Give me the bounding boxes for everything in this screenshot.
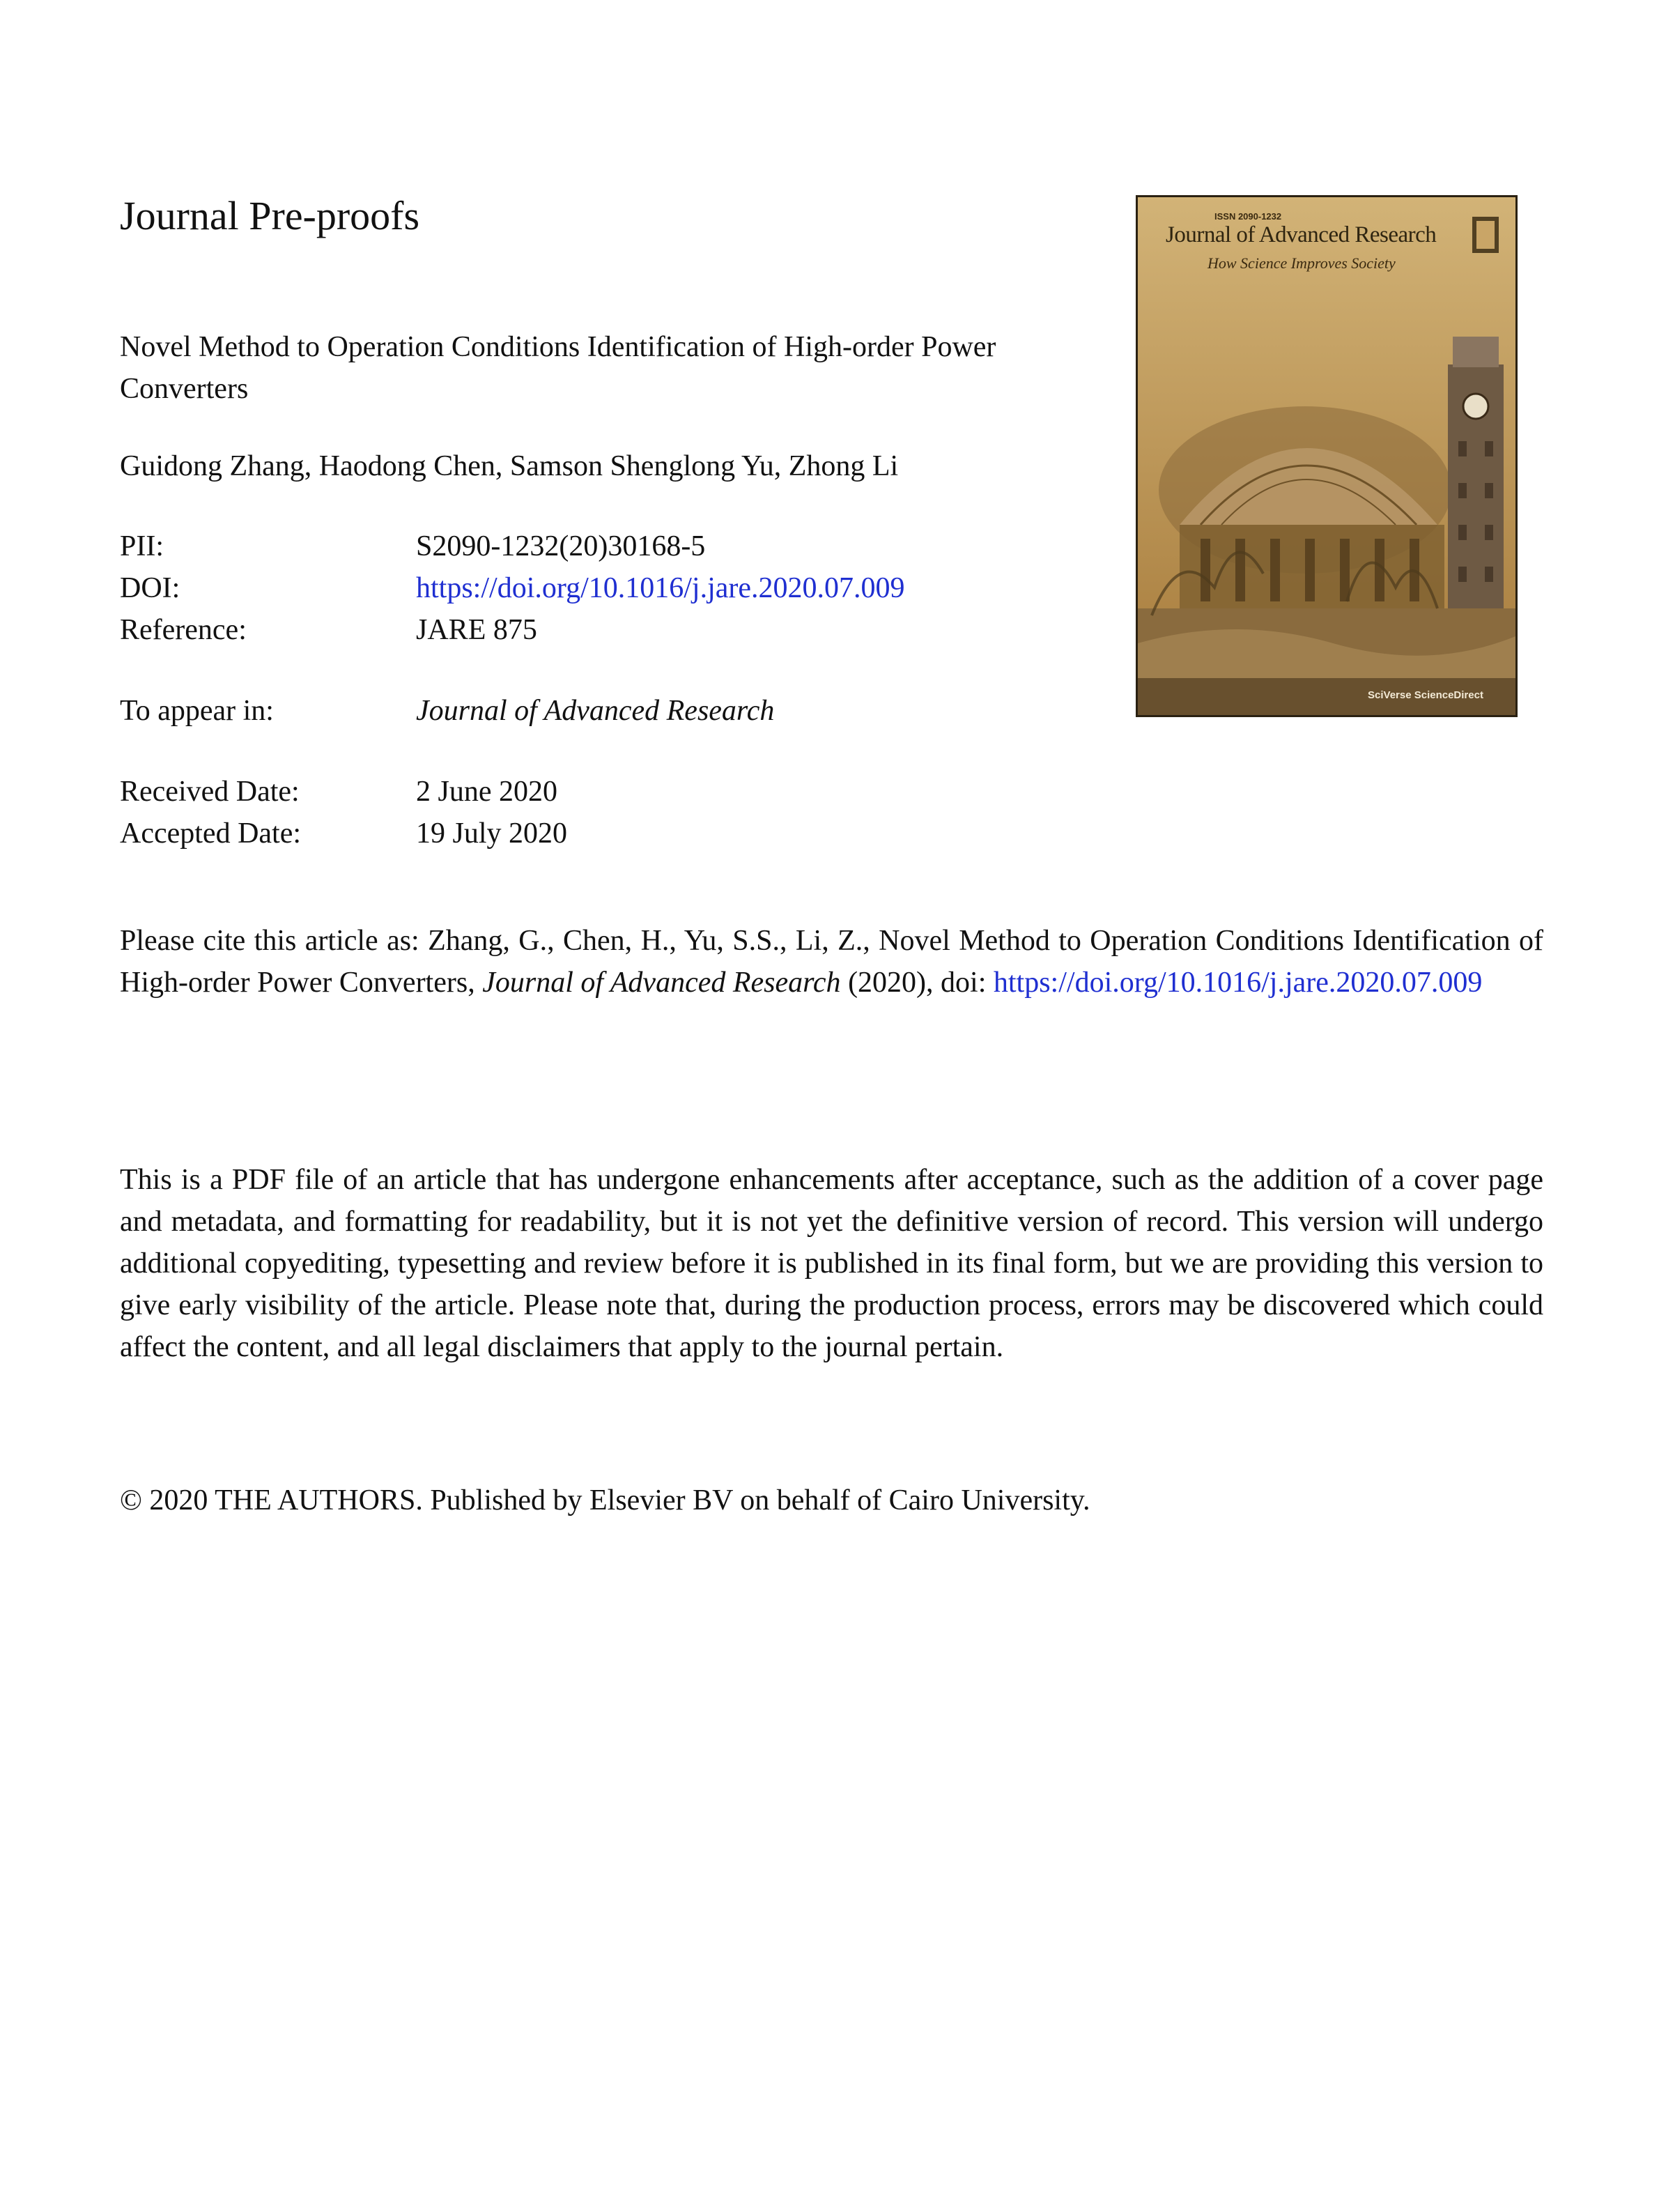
citation-journal: Journal of Advanced Research: [482, 967, 841, 999]
cover-subtitle: How Science Improves Society: [1207, 254, 1396, 272]
appear-in-label: To appear in:: [120, 695, 274, 727]
appear-in-value: Journal of Advanced Research: [416, 695, 775, 727]
journal-cover-image: [1136, 195, 1518, 717]
doi-link[interactable]: https://doi.org/10.1016/j.jare.2020.07.009: [416, 572, 905, 604]
cover-issn: ISSN 2090-1232: [1214, 211, 1282, 222]
article-authors: Guidong Zhang, Haodong Chen, Samson Shenglong Yu, Zhong Li: [120, 450, 899, 482]
reference-label: Reference:: [120, 614, 247, 646]
disclaimer-paragraph: This is a PDF file of an article that has undergone enhancements after acceptance, such as the addition of a cover page and metadata, and formatting for readability, but it is not yet the definitive version of record. This version will undergo additional copyediting, typesetting and review before it is published in its final form, but we are providing this version to give early visibility of the article. Please note that, during the production process, errors may be discovered which could affect the content, and all legal disclaimers that apply to the journal pertain.: [120, 1164, 1543, 1363]
copyright-notice: © 2020 THE AUTHORS. Published by Elsevier BV on behalf of Cairo University.: [120, 1484, 1090, 1516]
received-date-label: Received Date:: [120, 776, 300, 808]
citation-doi-prefix: (2020), doi:: [840, 967, 994, 999]
pii-label: PII:: [120, 530, 164, 562]
reference-value: JARE 875: [416, 614, 537, 646]
received-date-value: 2 June 2020: [416, 776, 557, 808]
doi-label: DOI:: [120, 572, 180, 604]
journal-preproofs-header: Journal Pre-proofs: [120, 193, 420, 238]
accepted-date-label: Accepted Date:: [120, 817, 302, 850]
accepted-date-value: 19 July 2020: [416, 817, 568, 850]
cover-illustration: [1138, 197, 1515, 715]
citation-doi-link[interactable]: https://doi.org/10.1016/j.jare.2020.07.009: [993, 967, 1483, 999]
citation-paragraph: [120, 920, 1543, 1004]
citation-text: Please cite this article as: Zhang, G., Chen, H., Yu, S.S., Li, Z., Novel Method to Operation Conditions Identification of High-order Power Converters,: [120, 925, 1543, 999]
cover-publisher-logo: SciVerse ScienceDirect: [1368, 689, 1483, 701]
article-title: Novel Method to Operation Conditions Identification of High-order Power Converters: [120, 331, 996, 405]
cover-journal-title: Journal of Advanced Research: [1166, 222, 1437, 247]
pii-value: S2090-1232(20)30168-5: [416, 530, 706, 562]
